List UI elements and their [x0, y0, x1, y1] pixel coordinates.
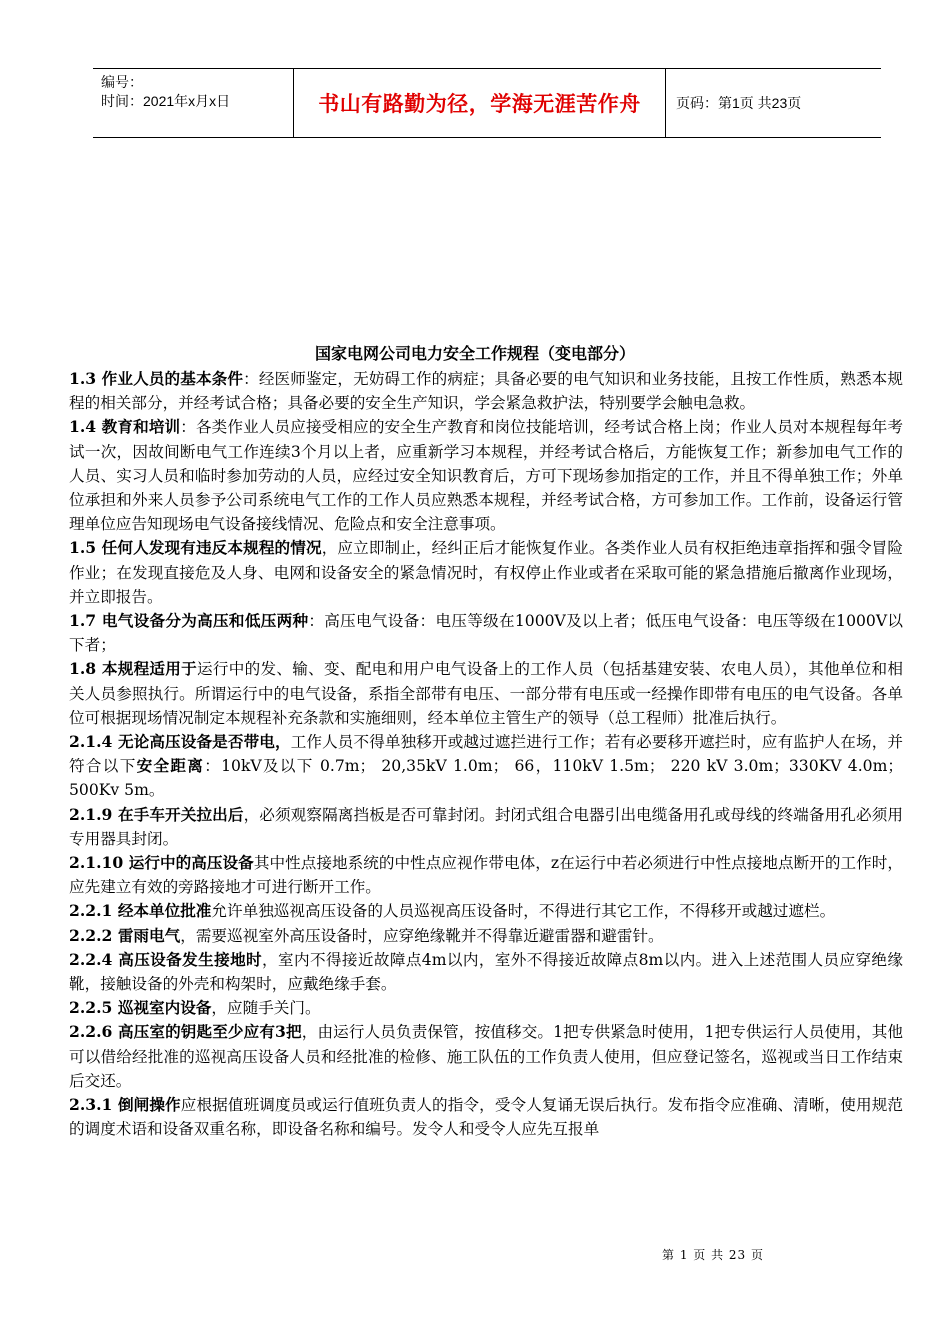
- clause-heading: 2.1.9 在手车开关拉出后: [69, 804, 244, 824]
- clause-text: ：经医师鉴定，无妨碍工作的病症；具备必要的电气知识和业务技能，且按工作性质，熟悉本规程的相关部分，并经考试合格；具备必要的安全生产知识，学会紧急救护法，特别要学会触电急救。: [69, 370, 903, 413]
- paragraph: [69, 609, 903, 657]
- paragraph: [69, 415, 903, 536]
- clause-text: 工作人员不得单独移开或越过遮拦进行工作；若有必要移开遮拦时，应有监护人在场，并符合以下: [69, 733, 903, 776]
- header-table: [93, 68, 881, 138]
- clause-text: ，由运行人员负责保管，按值移交。1把专供紧急时使用，1把专供运行人员使用，其他可以借给经批准的巡视高压设备人员和经批准的检修、施工队伍的工作负责人使用，但应登记签名，巡视或当日工作结束后交还。: [69, 1023, 904, 1090]
- header-page-cell: [666, 69, 881, 137]
- document-body: [69, 367, 903, 1142]
- clause-text: ：各类作业人员应接受相应的安全生产教育和岗位技能培训，经考试合格上岗；作业人员对本规程每年考试一次，因故间断电气工作连续3个月以上者，应重新学习本规程，并经考试合格后，方能恢复工作；新参加电气工作的人员、实习人员和临时参加劳动的人员，应经过安全知识教育后，方可下现场参加指定的工作，并且不得单独工作；外单位承担和外来人员参予公司系统电气工作的工作人员应熟悉本规程，并经考试合格，方可参加工作。工作前，设备运行管理单位应告知现场电气设备接线情况、危险点和安全注意事项。: [69, 418, 903, 534]
- clause-text: ，必须观察隔离挡板是否可靠封闭。封闭式组合电器引出电缆备用孔或母线的终端备用孔必须用专用器具封闭。: [69, 805, 903, 848]
- clause-heading: 2.2.1 经本单位批准: [69, 901, 212, 921]
- clause-heading: 1.8 本规程适用于: [69, 659, 198, 679]
- clause-heading: 2.2.4 高压设备发生接地时: [69, 949, 263, 969]
- header-meta: [93, 69, 293, 137]
- paragraph: [69, 996, 903, 1020]
- document-title: 国家电网公司电力安全工作规程（变电部分）: [314, 344, 635, 363]
- motto-text: 书山有路勤为径，学海无涯苦作舟: [318, 91, 641, 116]
- page-footer: 第 1 页 共 23 页: [662, 1248, 764, 1262]
- paragraph: [69, 851, 903, 899]
- clause-heading: 1.7 电气设备分为高压和低压两种: [69, 611, 309, 631]
- paragraph: [69, 657, 903, 730]
- clause-heading: 2.2.2 雷雨电气: [69, 925, 181, 945]
- clause-text: 应根据值班调度员或运行值班负责人的指令，受令人复诵无误后执行。发布指令应准确、清晰，使用规范的调度术语和设备双重名称，即设备名称和编号。发令人和受令人应先互报单: [69, 1096, 903, 1139]
- clause-heading: 2.1.4 无论高压设备是否带电，: [69, 732, 291, 752]
- paragraph: [69, 803, 903, 851]
- clause-subheading: 安全距离: [136, 756, 205, 776]
- header-motto-cell: [293, 69, 666, 137]
- paragraph: [69, 948, 903, 996]
- clause-text: 运行中的发、输、变、配电和用户电气设备上的工作人员（包括基建安装、农电人员），其他单位和相关人员参照执行。所谓运行中的电气设备，系指全部带有电压、一部分带有电压或一经操作即带有电压的电气设备。各单位可根据现场情况制定本规程补充条款和实施细则，经本单位主管生产的领导（总工程师）批准后执行。: [69, 660, 904, 727]
- paragraph: [69, 367, 903, 415]
- paragraph: [69, 730, 903, 803]
- number-label: 编号：: [101, 74, 143, 90]
- clause-text: ，应立即制止，经纠正后才能恢复作业。各类作业人员有权拒绝违章指挥和强令冒险作业；在发现直接危及人身、电网和设备安全的紧急情况时，有权停止作业或者在采取可能的紧急措施后撤离作业现场，并立即报告。: [69, 539, 903, 606]
- clause-heading: 2.2.6 高压室的钥匙至少应有3把: [69, 1022, 302, 1042]
- clause-heading: 1.3 作业人员的基本条件: [69, 369, 244, 388]
- clause-text: 其中性点接地系统的中性点应视作带电体，z在运行中若必须进行中性点接地点断开的工作时，应先建立有效的旁路接地才可进行断开工作。: [69, 854, 904, 897]
- clause-text: ，需要巡视室外高压设备时，应穿绝缘靴并不得靠近避雷器和避雷针。: [180, 926, 664, 945]
- paragraph: [69, 899, 903, 923]
- clause-text: ，室内不得接近故障点4m以内，室外不得接近故障点8m以内。进入上述范围人员应穿绝缘靴，接触设备的外壳和构架时，应戴绝缘手套。: [69, 950, 904, 994]
- page-label: 页码：第1页 共23页: [676, 95, 802, 111]
- clause-heading: 2.1.10 运行中的高压设备: [69, 853, 254, 873]
- time-label: 时间：2021年x月x日: [101, 93, 231, 109]
- paragraph: [69, 536, 903, 609]
- paragraph: [69, 1093, 903, 1141]
- paragraph: [69, 924, 903, 948]
- clause-heading: 2.3.1 倒闸操作: [69, 1095, 181, 1115]
- paragraph: [69, 1020, 903, 1093]
- clause-heading: 2.2.5 巡视室内设备: [69, 998, 212, 1018]
- clause-text: 允许单独巡视高压设备的人员巡视高压设备时，不得进行其它工作，不得移开或越过遮栏。: [211, 902, 836, 921]
- clause-text: ，应随手关门。: [211, 999, 321, 1018]
- clause-heading: 1.4 教育和培训: [69, 417, 181, 437]
- clause-text: ：10kV及以下 0.7m； 20,35kV 1.0m； 66，110kV 1.5m； 220 kV 3.0m；330KV 4.0m；500Kv 5m。: [69, 757, 903, 800]
- clause-text: ：高压电气设备：电压等级在1000V及以上者；低压电气设备：电压等级在1000V以下者；: [69, 612, 903, 655]
- clause-heading: 1.5 任何人发现有违反本规程的情况: [69, 538, 322, 558]
